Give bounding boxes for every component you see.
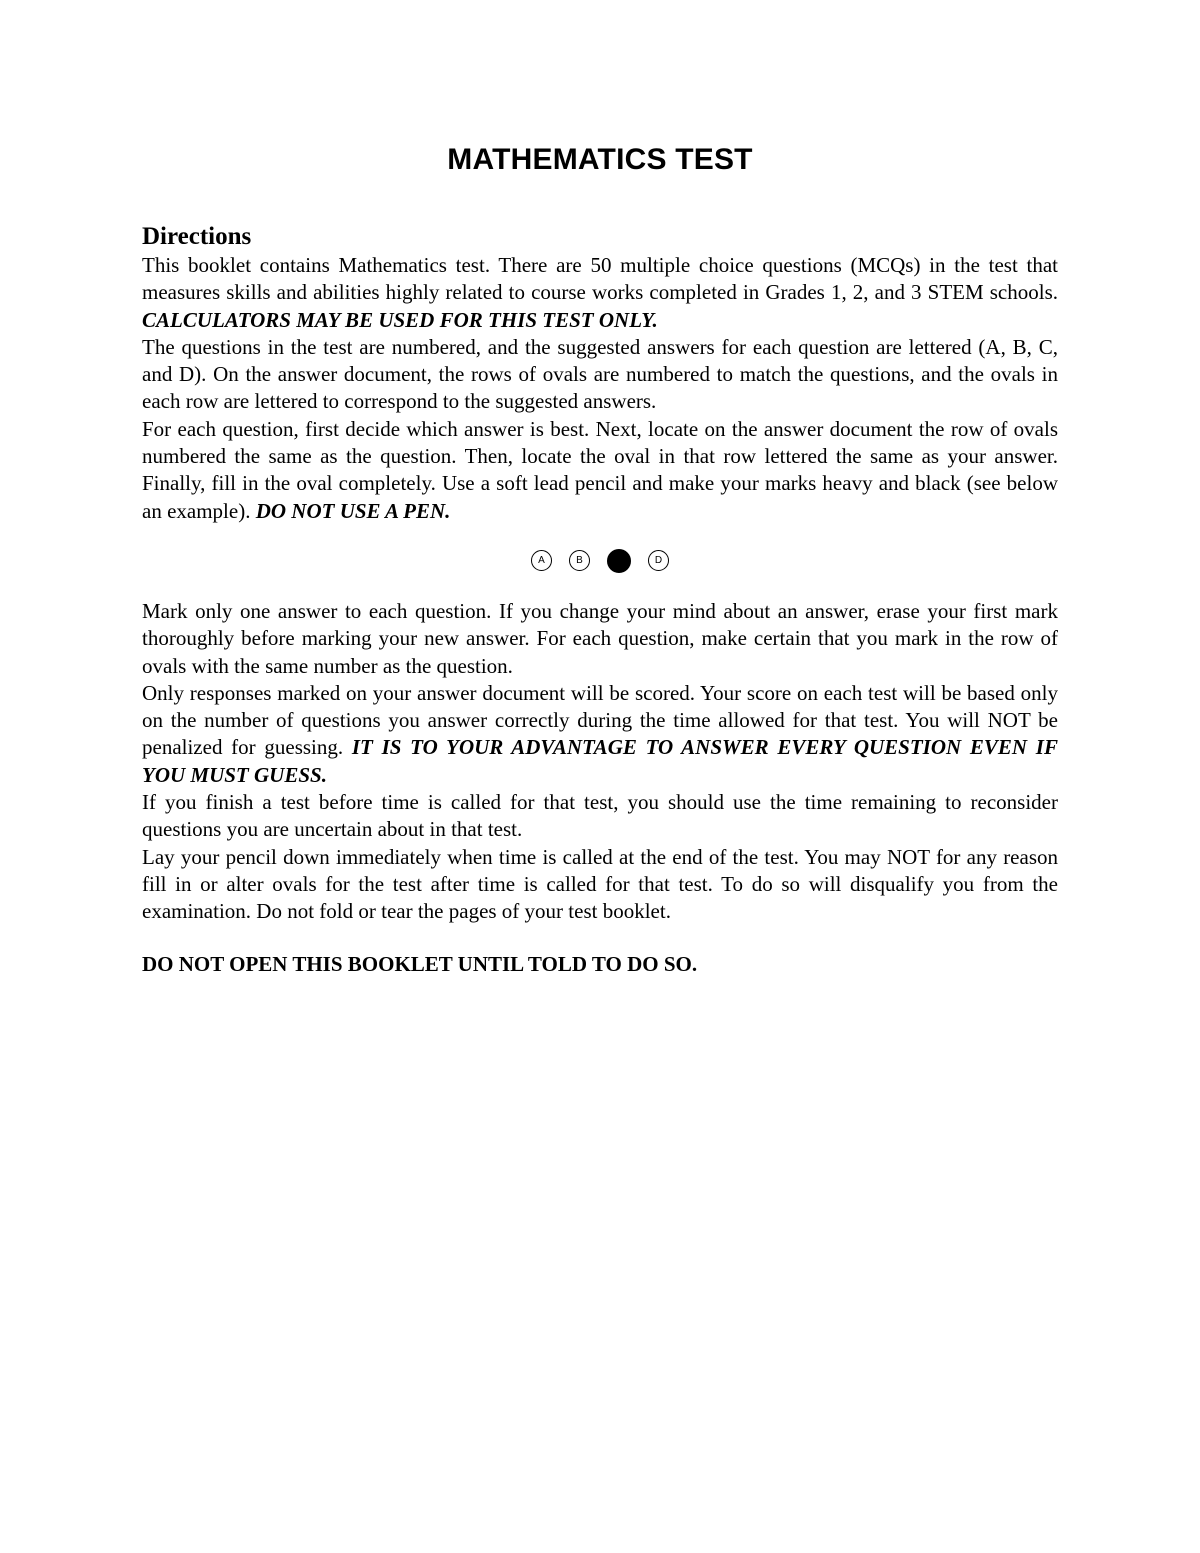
final-notice: DO NOT OPEN THIS BOOKLET UNTIL TOLD TO DO SO. — [142, 951, 698, 976]
example-answer-ovals — [142, 547, 1058, 575]
paragraph-1 — [142, 252, 1058, 334]
page-title: MATHEMATICS TEST — [447, 143, 753, 176]
paragraph-3-emphasis: DO NOT USE A PEN. — [255, 498, 451, 523]
paragraph-2: The questions in the test are numbered, and the suggested answers for each question are lettered (A, B, C, and D). On the answer document, the rows of ovals are numbered to match the questions, and the ovals in each row are lettered to correspond to the suggested answers. — [142, 334, 1058, 414]
paragraph-1-text: This booklet contains Mathematics test. There are 50 multiple choice questions (MCQs) in the test that measures skills and abilities highly related to course works completed in Grades 1, 2, and 3 STEM schools. — [142, 253, 1058, 305]
paragraph-3-text: For each question, first decide which answer is best. Next, locate on the answer document the row of ovals numbered the same as the question. Then, locate the oval in that row lettered the same as your answer. Finally, fill in the oval completely. Use a soft lead pencil and make your marks heavy and black (see below an example). — [142, 416, 1058, 523]
paragraph-3 — [142, 416, 1058, 525]
paragraph-4: Mark only one answer to each question. If you change your mind about an answer, erase your first mark thoroughly before marking your new answer. For each question, make certain that you mark in the row of ovals with the same number as the question. — [142, 598, 1058, 678]
paragraph-6: If you finish a test before time is called for that test, you should use the time remaining to reconsider questions you are uncertain about in that test. — [142, 790, 1058, 842]
paragraph-1-emphasis: CALCULATORS MAY BE USED FOR THIS TEST ONLY. — [142, 307, 658, 332]
paragraph-7: Lay your pencil down immediately when time is called at the end of the test. You may NOT for any reason fill in or alter ovals for the test after time is called for that test. To do so will disqualify you from the examination. Do not fold or tear the pages of your test booklet. — [142, 844, 1058, 924]
document-page — [142, 138, 1058, 978]
oval-a: A — [531, 550, 552, 571]
paragraph-5-emphasis: IT IS TO YOUR ADVANTAGE TO ANSWER EVERY QUESTION EVEN IF YOU MUST GUESS. — [142, 735, 1058, 787]
oval-b: B — [569, 550, 590, 571]
paragraph-5-text: Only responses marked on your answer document will be scored. Your score on each test will be based only on the number of questions you answer correctly during the time allowed for that test. You will NOT be penalized for guessing. — [142, 680, 1058, 760]
paragraph-5 — [142, 680, 1058, 789]
oval-c-filled — [607, 549, 631, 573]
oval-d: D — [648, 550, 669, 571]
directions-heading: Directions — [142, 223, 252, 250]
